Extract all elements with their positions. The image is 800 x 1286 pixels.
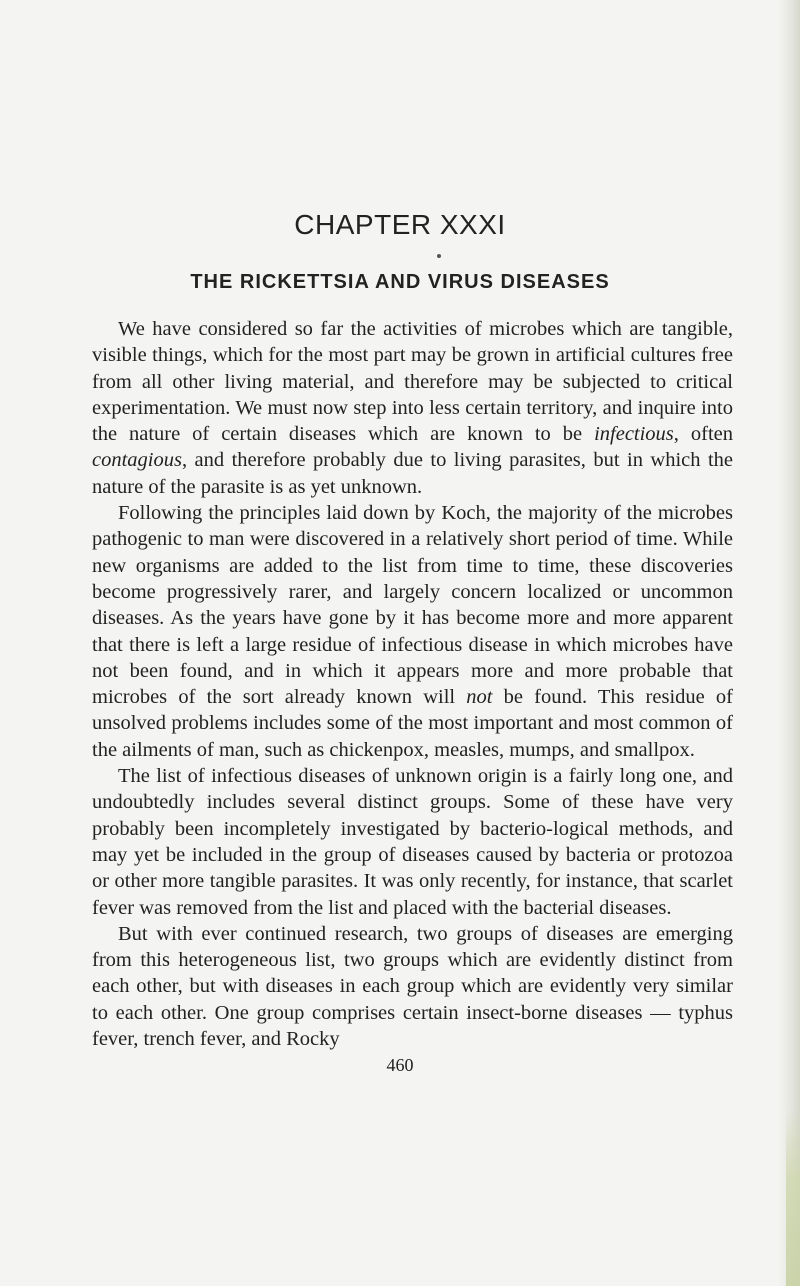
paragraph-2-text-b: be found. This residue of unsolved problems includes some of the most important and most common of the ailments of man, such as chickenpox, measles, mumps, and smallpox. (92, 686, 733, 761)
page-number: 460 (386, 1055, 414, 1075)
paragraph-2-text-a: Following the principles laid down by Koch, the majority of the microbes pathogenic to man were discovered in a relatively short period of time. While new organisms are added to the list from time to time, these discoveries become progressively rarer, and largely concern localized or uncommon diseases. As the years have gone by it has become more and more apparent that there is left a large residue of infectious disease in which microbes have not been found, and in which it appears more and more probable that microbes of the sort already known will (92, 502, 733, 709)
paragraph-1-text-a: We have considered so far the activities of microbes which are tangible, visible things, which for the most part may be grown in artificial cultures free from all other living material, and therefore may be subjected to critical experimentation. We must now step into less certain territory, and inquire into the nature of certain diseases which are known to be (92, 318, 733, 446)
paragraph-2-italic-not: not (466, 686, 493, 709)
paragraph-1-text-c: , and therefore probably due to living parasites, but in which the nature of the parasite is as yet unknown. (92, 449, 733, 498)
page-edge-stain (786, 1110, 800, 1286)
chapter-heading: CHAPTER XXXI (294, 209, 506, 240)
paragraph-1 (92, 316, 733, 500)
paragraph-4: But with ever continued research, two groups of diseases are emerging from this heterogeneous list, two groups which are evidently distinct from each other, but with diseases in each group which are evidently very similar to each other. One group comprises certain insect-borne diseases — typhus fever, trench fever, and Rocky (92, 922, 733, 1051)
paragraph-1-italic-infectious: infectious (594, 423, 674, 446)
paragraph-1-italic-contagious: contagious (92, 449, 182, 472)
page-edge-shadow (778, 0, 800, 1286)
paragraph-2 (92, 500, 733, 763)
paragraph-1-text-b: , often (673, 423, 733, 446)
paragraph-3: The list of infectious diseases of unknown origin is a fairly long one, and undoubtedly includes several distinct groups. Some of these have very probably been incompletely investigated by bacterio-logical methods, and may yet be included in the group of diseases caused by bacteria or protozoa or other more tangible parasites. It was only recently, for instance, that scarlet fever was removed from the list and placed with the bacterial diseases. (92, 765, 733, 919)
printer-dot (437, 254, 441, 258)
chapter-title: THE RICKETTSIA AND VIRUS DISEASES (190, 271, 610, 293)
body-text (92, 316, 733, 1052)
